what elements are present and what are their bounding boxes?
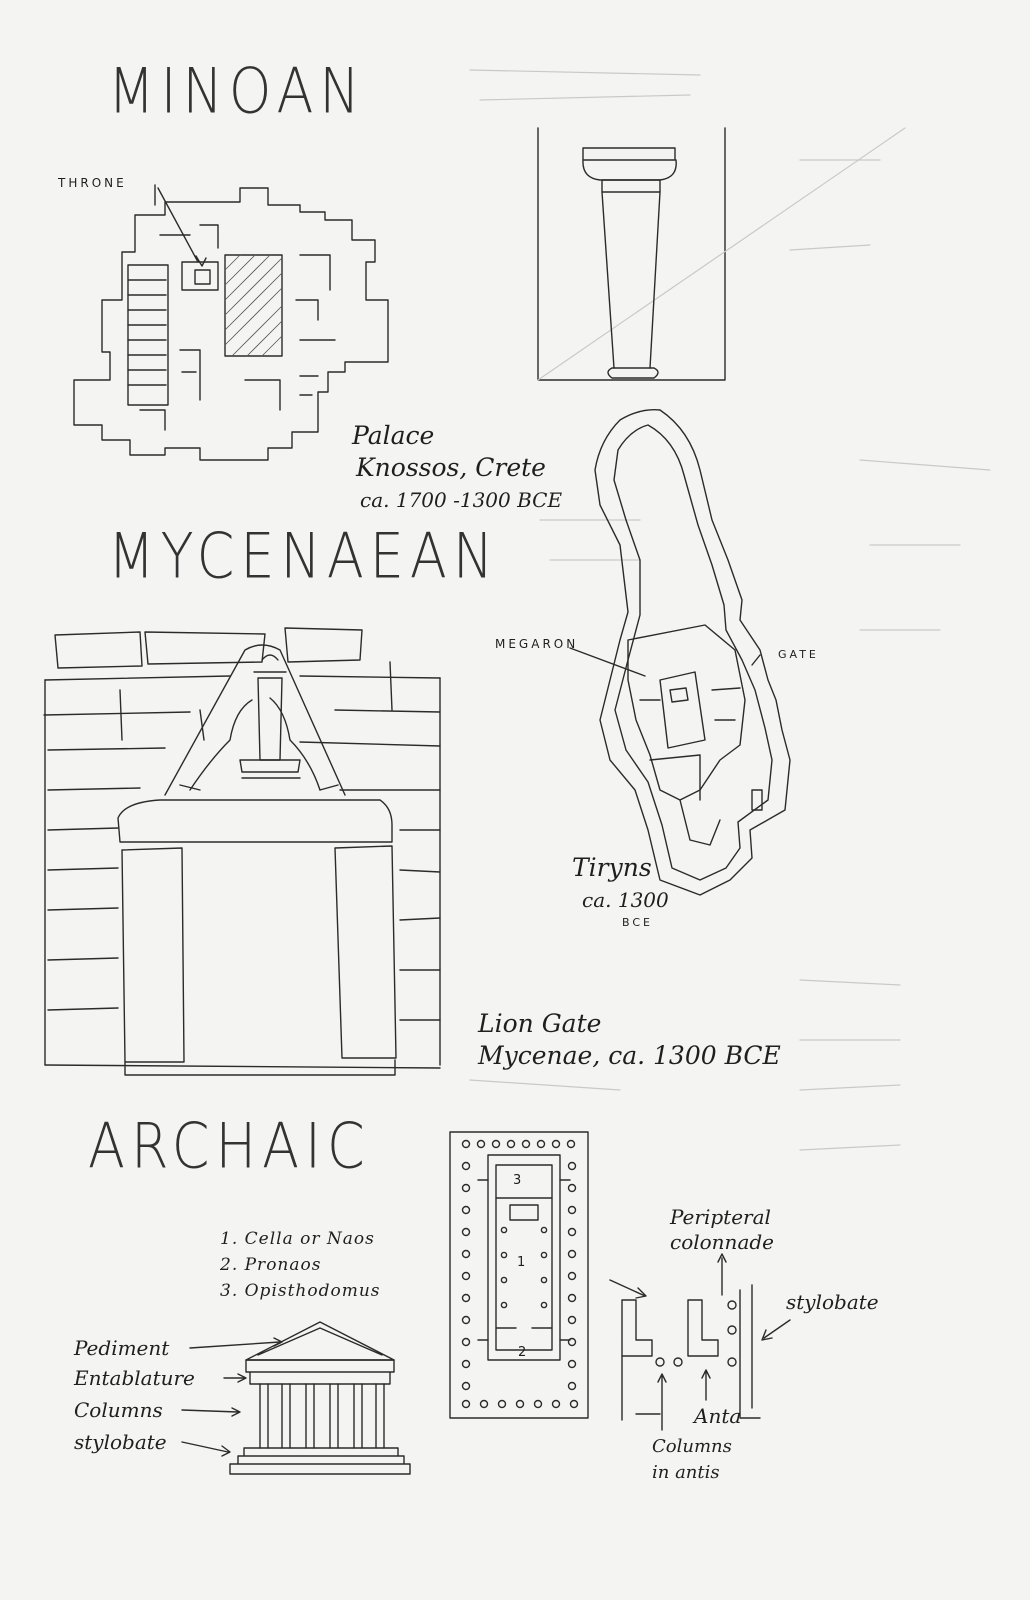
archaic-heading: ARCHAIC: [88, 1110, 371, 1183]
bleed-through-marks: [470, 70, 990, 1150]
plan-number-1: 1: [517, 1255, 526, 1270]
stylobate-plan-label: stylobate: [786, 1290, 879, 1314]
peripteral-label-line2: colonnade: [670, 1230, 775, 1254]
minoan-heading: MINOAN: [108, 55, 366, 128]
plan-number-2: 2: [518, 1345, 527, 1360]
peripteral-label-line1: Peripteral: [670, 1205, 771, 1229]
liongate-caption-line2: Mycenae, ca. 1300 BCE: [478, 1041, 781, 1070]
knossos-caption-line2: Knossos, Crete: [356, 453, 546, 482]
lion-gate-drawing: [44, 628, 440, 1075]
anta-label: Anta: [694, 1404, 742, 1428]
knossos-caption-line1: Palace: [352, 421, 435, 450]
tiryns-caption-line2: ca. 1300: [582, 888, 669, 912]
temple-elevation: [182, 1322, 410, 1474]
columns-in-antis-line2: in antis: [652, 1462, 720, 1483]
mycenaean-heading: MYCENAEAN: [108, 520, 500, 593]
pediment-label: Pediment: [74, 1336, 170, 1360]
entablature-label: Entablature: [74, 1366, 195, 1390]
plan-number-3: 3: [513, 1173, 522, 1188]
columns-in-antis-line1: Columns: [652, 1436, 732, 1457]
columns-label: Columns: [74, 1398, 163, 1422]
legend-item-cella: 1. Cella or Naos: [220, 1229, 375, 1249]
knossos-palace-plan: [74, 185, 388, 460]
legend-item-pronaos: 2. Pronaos: [220, 1255, 322, 1275]
liongate-caption-line1: Lion Gate: [478, 1009, 602, 1038]
knossos-caption-line3: ca. 1700 -1300 BCE: [360, 488, 563, 512]
legend-item-opisthodomus: 3. Opisthodomus: [220, 1281, 381, 1301]
minoan-column-drawing: [538, 128, 905, 380]
gate-label: GATE: [778, 648, 819, 661]
tiryns-caption-line3: BCE: [622, 916, 653, 929]
tiryns-citadel-plan: [570, 410, 790, 895]
throne-label: THRONE: [58, 176, 127, 190]
tiryns-caption-line1: Tiryns: [572, 853, 652, 882]
megaron-label: MEGARON: [495, 637, 579, 651]
stylobate-elevation-label: stylobate: [74, 1430, 167, 1454]
